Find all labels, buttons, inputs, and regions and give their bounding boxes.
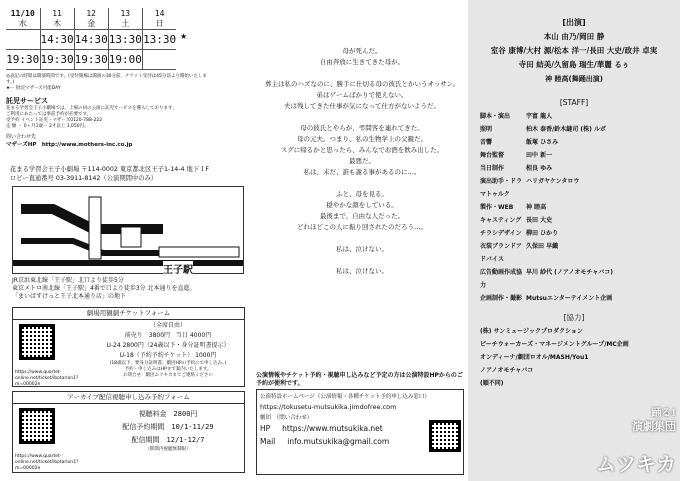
- staff-name: 宇富 龍人: [526, 113, 553, 120]
- synopsis-line: スグに帰るかと思ったら、みんなでお酒を飲み出した。: [280, 146, 444, 154]
- staff-role: キャスティング: [480, 217, 522, 224]
- staff-role: 脚本・演出: [480, 113, 511, 120]
- staff-row: [480, 240, 680, 266]
- archive-line: 配信予約期間 10/1-11/29: [122, 423, 214, 431]
- archive-info: [93, 408, 243, 453]
- synopsis-line: 母の元夫。つまり、私の生物学上の父親だ。: [297, 135, 427, 143]
- staff-role: 舞台監督: [480, 152, 505, 159]
- cast-line: 神 睦高(舞踊出演): [545, 75, 603, 83]
- time-cell: 19:00: [108, 50, 142, 70]
- staff-row: [480, 123, 680, 136]
- ticket-line: （全席自由）: [149, 322, 186, 329]
- time-cell: [6, 30, 40, 50]
- staff-row: [480, 266, 680, 292]
- logo-top: 踊る!: [651, 408, 676, 419]
- staff-row: [480, 201, 680, 214]
- service-line: ご利用にあたっては事前予約が必要です。: [6, 112, 92, 117]
- service-title: 託児サービス: [6, 97, 48, 105]
- synopsis-line: 自由奔放に生きてきた母が。: [319, 58, 405, 66]
- venue-address: 花まる学習会王子小劇場 〒114-0002 東京都北区王子1-14-4 地下１F: [10, 166, 210, 173]
- staff-role: 照明: [480, 126, 493, 133]
- service-line: 花まる学習会王子小劇場では、上場の回の公演に託児サービスを導入しております。: [6, 106, 177, 111]
- staff-name: 長田 大史: [526, 217, 553, 224]
- synopsis-line: 夫は残してきた仕事が気になって仕方がないようだ。: [284, 102, 440, 110]
- cast-line: 室谷 康博/大村 源/松本 洋一/長田 大史/政井 卓実: [490, 46, 658, 55]
- staff-row: [480, 162, 680, 175]
- star-icon: ★: [180, 32, 188, 41]
- staff-role: 衣装ブランドアドバイス: [480, 243, 522, 263]
- notice-text: 公演情報やチケット予約・視聴申し込みなど予定の方は公演特設HPからのご予約が便利です。: [256, 372, 463, 387]
- logo-mid: 演劇集団: [632, 420, 676, 433]
- service-line: 受予約 イベント託児・マザーズ0120-788-222: [6, 118, 103, 123]
- hp-link[interactable]: https://www.mutsukika.net: [282, 424, 383, 433]
- staff-name: 柏木 泰香/鈴木縫司 (株) ルポ: [526, 126, 606, 133]
- staff-row: [480, 175, 680, 201]
- ticket-qr-code[interactable]: [19, 324, 55, 360]
- staff-name: ハリガヤケンタロウ: [526, 178, 580, 185]
- staff-name: 久保田 早織: [526, 243, 559, 250]
- matinee-row: [6, 30, 176, 50]
- station-label: 王子駅: [163, 261, 193, 276]
- weekday-cell: 金: [74, 19, 108, 30]
- support-line: ノアノオモチャバコ: [480, 367, 534, 374]
- month-label: 11/10: [10, 9, 35, 18]
- service-line: 定 額 ・ 0ヶ月1歳ー 2才以上 1,050円。: [6, 124, 89, 129]
- synopsis-line: 私は、泣けない。: [336, 267, 388, 275]
- staff-role: 演出助手・ドラマトゥルク: [480, 178, 523, 198]
- hp-label: HP: [260, 424, 271, 433]
- archive-box: [12, 391, 245, 473]
- cast-title: [出演]: [562, 18, 586, 27]
- staff-title: [STAFF]: [559, 98, 589, 107]
- venue-map: [12, 186, 244, 274]
- staff-row: [480, 149, 680, 162]
- access-info: [12, 277, 252, 301]
- weekday-cell: 水: [6, 19, 40, 30]
- archive-line: 配信期間 12/1-12/7: [131, 436, 205, 444]
- support-line: オンディーナ/劇団ロオル/MASH/You1: [480, 354, 589, 361]
- time-cell: [142, 50, 176, 70]
- synopsis-line: [262, 68, 462, 79]
- mail-link[interactable]: info.mutsukika@gmail.com: [287, 437, 390, 446]
- staff-name: 相良 ゆみ: [526, 165, 553, 172]
- synopsis-line: 最悪だ。: [349, 157, 375, 165]
- map-graphic: [13, 187, 243, 273]
- venue-info: [10, 165, 245, 183]
- time-cell: 13:30: [108, 30, 142, 50]
- ticket-prices: [93, 321, 243, 379]
- synopsis-line: 母の彼氏とやらが、弔問客を連れてきた。: [300, 124, 424, 132]
- ticket-box: [12, 307, 245, 387]
- cast-line: 寺田 結美/久留島 瑞生/華麗 るぅ: [518, 60, 630, 69]
- staff-row: [480, 214, 680, 227]
- evening-row: [6, 50, 176, 70]
- date-cell: 13: [108, 8, 142, 19]
- ticket-title: 劇場用観劇チケットフォーム: [13, 308, 244, 320]
- time-cell: 14:30: [74, 30, 108, 50]
- credits-panel: [468, 0, 680, 481]
- staff-role: 企画制作・撮影: [480, 295, 523, 302]
- archive-line: （期間内視聴無制限）: [145, 447, 191, 452]
- support-list: [468, 325, 680, 390]
- staff-row: [480, 292, 680, 305]
- archive-title: アーカイブ配信視聴申し込み予約フォーム: [13, 392, 244, 404]
- access-line: 東京メトロ南北線「王子駅」4番で口より徒歩3分 北本通りを直進。: [12, 285, 196, 292]
- staff-name: Mutsuエンターテイメント企画: [526, 295, 613, 302]
- date-row: [6, 8, 176, 19]
- contact-box: [256, 389, 464, 475]
- archive-line: 視聴料金 2800円: [138, 410, 198, 418]
- service-site: マザーズHP http://www.mothers-inc.co.jp: [6, 142, 133, 148]
- access-line: JR京浜東北線「王子駅」北口より徒歩5分: [12, 277, 124, 284]
- synopsis-line: [262, 255, 462, 266]
- archive-url[interactable]: https://www.quartet-online.net/ticket/ibotarlon1?m=00002e: [15, 454, 79, 471]
- staff-role: 広告動画作成協力: [480, 269, 523, 289]
- weekday-row: [6, 19, 176, 30]
- weekday-cell: 木: [40, 19, 74, 30]
- weekday-cell: 日: [142, 19, 176, 30]
- staff-name: 柳田 ひかり: [526, 230, 559, 237]
- synopsis-line: 葬主は私のハズなのに、勝手に仕切る母の彼氏とかいうオッサン。: [265, 80, 459, 88]
- synopsis-line: 私は、未だ、誰も謝る事があるのに…。: [303, 168, 421, 176]
- venue-phone: ロビー直通番号 03-3911-8142（公演期間中のみ）: [10, 175, 158, 182]
- synopsis-line: 最後まで、自由な人だった。: [319, 212, 405, 220]
- support-title: [協力]: [563, 313, 585, 322]
- staff-role: 製作・WEB: [480, 204, 514, 211]
- ticket-line: (18歳以下、要身分証明書。劇団HPの予約にて申し込み。): [109, 361, 227, 366]
- synopsis-line: [262, 233, 462, 244]
- time-cell: 19:30: [74, 50, 108, 70]
- contact-title: 公演特設ホームページ（公演情報・各種チケット予約申し込み窓口）: [260, 394, 430, 400]
- note-line: ◎表記の時間は開演時間です。(受付開場は開演の30分前、チケット受付は45分前より開始いたします。): [6, 74, 207, 85]
- contact-qr-code[interactable]: [429, 420, 461, 452]
- synopsis-line: 穏やかな顔をしている。: [326, 201, 398, 209]
- staff-name: 飯塚 ひさみ: [526, 139, 559, 146]
- note-line: ★ー 批浣マザーズ可能DAY: [6, 86, 61, 91]
- childcare-service: [6, 96, 211, 148]
- support-line: ピーチウォーカーズ・マネージメントグループ/MC企画: [480, 341, 629, 348]
- date-cell: 12: [74, 8, 108, 19]
- archive-qr-code[interactable]: [19, 408, 55, 444]
- synopsis-line: 母が死んだ。: [342, 47, 382, 55]
- staff-list: [468, 110, 680, 305]
- staff-row: [480, 136, 680, 149]
- staff-row: [480, 110, 680, 123]
- time-cell: 19:30: [6, 50, 40, 70]
- synopsis-text: [262, 46, 462, 277]
- staff-role: チラシデザイン: [480, 230, 522, 237]
- cast-line: 本山 由乃/岡田 静: [543, 32, 605, 41]
- synopsis-line: [262, 178, 462, 189]
- ticket-line: お問合せ：劇団ムツキカまでご連絡ください: [123, 373, 213, 378]
- ticket-line: U-24 2800円（24歳以下・身分証明書提示）: [106, 342, 230, 349]
- ticket-url[interactable]: https://www.quartet-online.net/ticket/ibotarlon1?m=00002e: [15, 370, 79, 387]
- special-site-link[interactable]: https://tokusetu-mutsukika.jimdofree.com: [260, 403, 397, 411]
- synopsis-line: どれほどこの人に振り回されたのだろう…。: [297, 223, 427, 231]
- schedule-notes: [6, 74, 211, 92]
- ticket-line: U-18（予約予約チケット） 1000円: [119, 352, 217, 359]
- logo-main: ムツキカ: [596, 452, 676, 476]
- time-cell: 13:30: [142, 30, 176, 50]
- ticket-line: 前売り 3800円 当日 4000円: [124, 332, 212, 339]
- schedule-table: [6, 8, 210, 72]
- staff-name: 早川 紗代 (ノアノオモチャバコ): [526, 269, 613, 276]
- synopsis-line: 私は、泣けない。: [336, 245, 388, 253]
- troupe-logo: [612, 408, 676, 433]
- time-cell: 19:30: [40, 50, 74, 70]
- staff-role: 音響: [480, 139, 493, 146]
- synopsis-line: ふと、母を見る。: [336, 190, 388, 198]
- weekday-cell: 土: [108, 19, 142, 30]
- date-cell: 14: [142, 8, 176, 19]
- staff-row: [480, 227, 680, 240]
- support-line: (順不同): [480, 380, 504, 387]
- mail-label: Mail: [260, 437, 276, 446]
- staff-name: 神 睦高: [526, 204, 547, 211]
- support-line: (株) サンミュージックプロダクション: [480, 328, 583, 335]
- synopsis-line: 弟はゲームばかりで使えない。: [316, 91, 408, 99]
- service-contact-label: 問い合わせ先: [6, 134, 37, 140]
- date-cell: 11: [40, 8, 74, 19]
- synopsis-line: [262, 112, 462, 123]
- staff-role: 当日制作: [480, 165, 505, 172]
- contact-sub: 劇団 （問い合わせ）: [260, 415, 313, 421]
- staff-name: 田中 新一: [526, 152, 553, 159]
- time-cell: 14:30: [40, 30, 74, 50]
- ticket-line: 予約・申し込みはHPまで案内いたします。: [124, 367, 212, 372]
- access-line: 「まいばすけっと王子北本通り店」の地下: [12, 293, 127, 300]
